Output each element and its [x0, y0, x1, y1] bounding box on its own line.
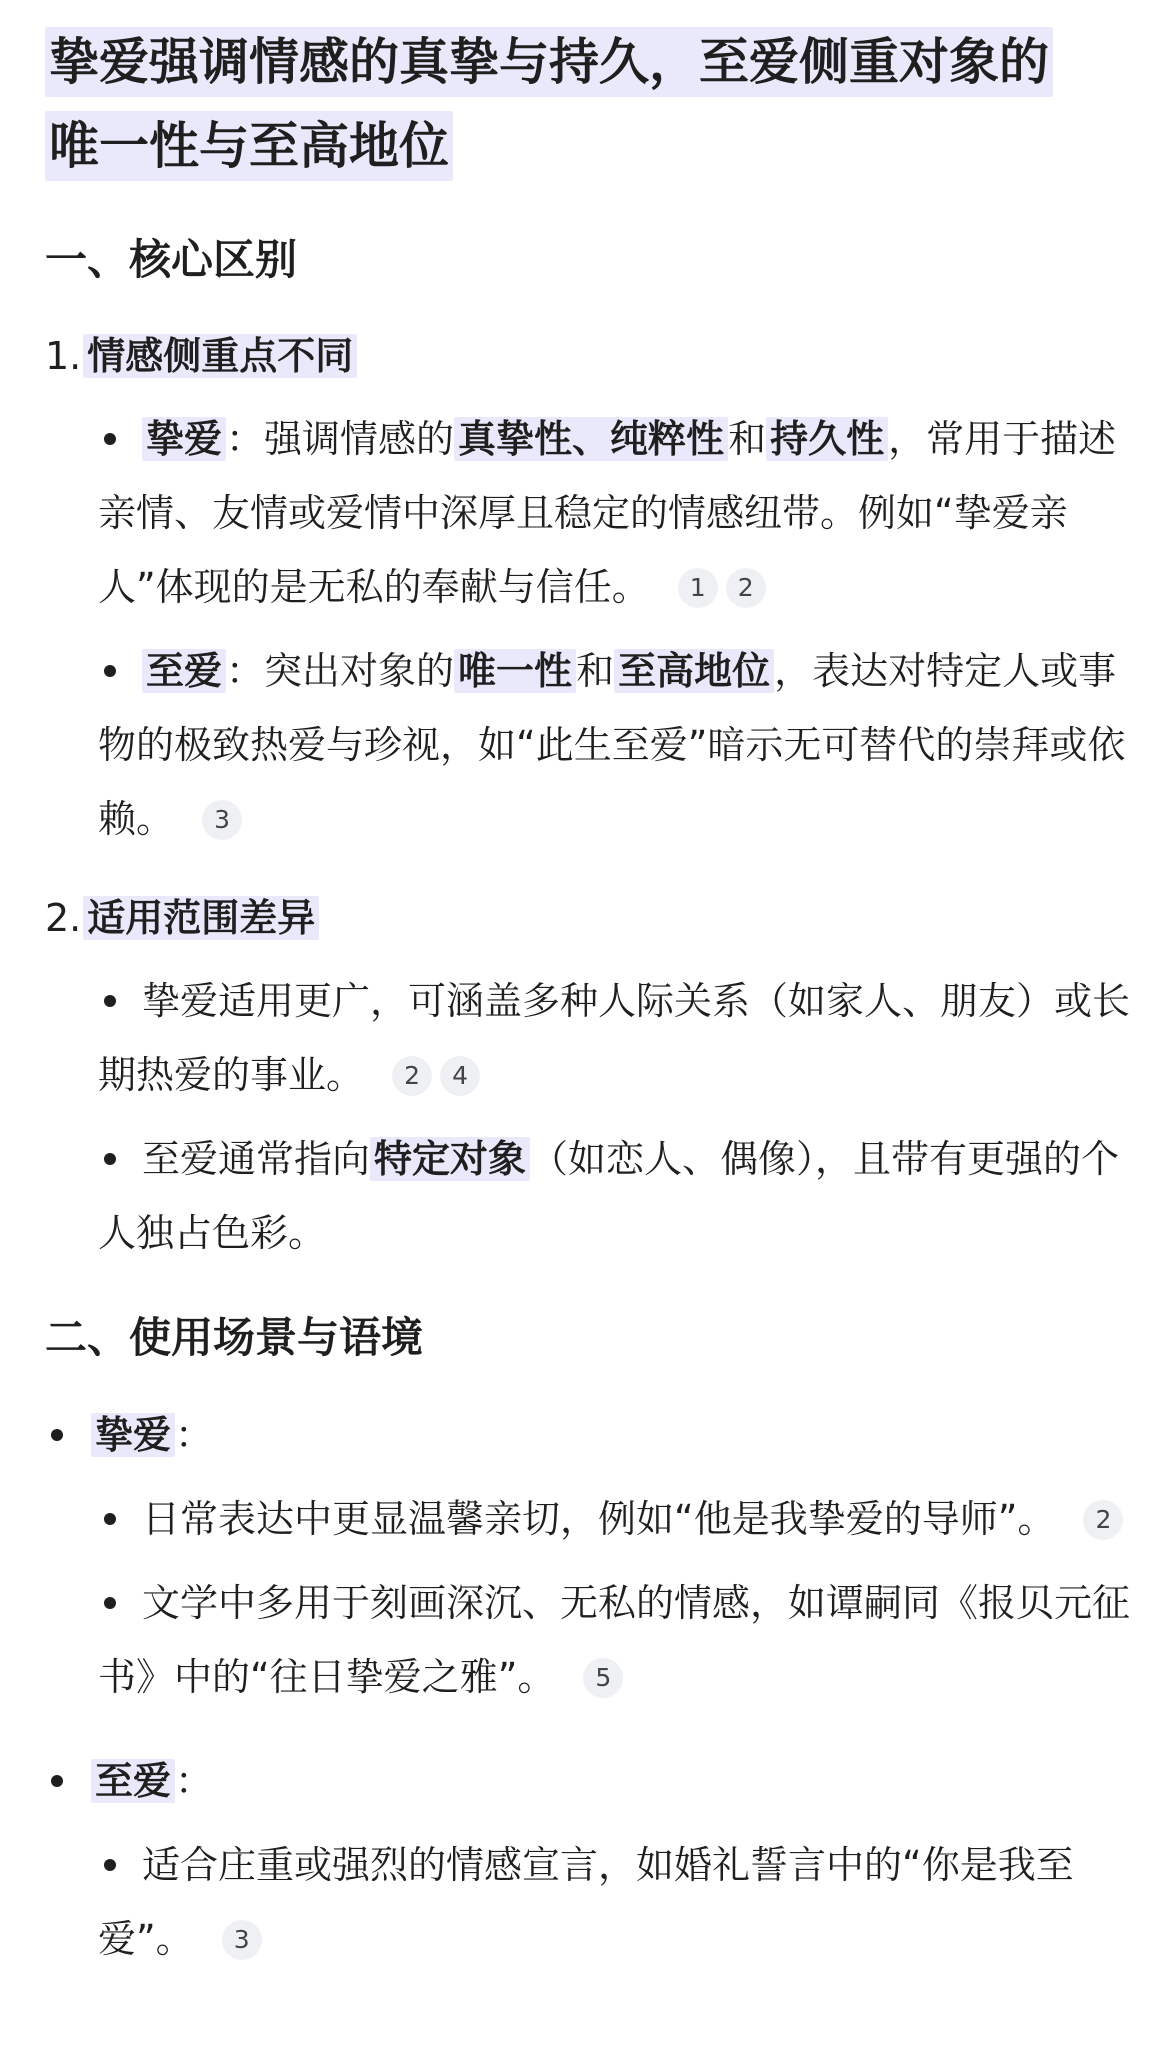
- text: 和: [728, 417, 767, 461]
- list-item: [45, 1122, 1135, 1270]
- term-zhiai: 挚爱: [91, 1413, 175, 1457]
- subheading-label: 情感侧重点不同: [83, 334, 357, 378]
- subheading-label: 适用范围差异: [83, 896, 319, 940]
- term-zhiai-supreme: 至爱: [142, 649, 226, 693]
- list-item: [45, 1482, 1135, 1556]
- highlight-text: 至高地位: [614, 649, 774, 693]
- bullet-dot: [104, 995, 116, 1007]
- text: 挚爱适用更广，可涵盖多种人际关系（如家人、朋友）或长期热爱的事业。: [98, 979, 1131, 1097]
- text: 日常表达中更显温馨亲切，例如“他是我挚爱的导师”。: [142, 1497, 1056, 1541]
- text: 文学中多用于刻画深沉、无私的情感，如谭嗣同《报贝元征书》中的“往日挚爱之雅”。: [98, 1581, 1131, 1699]
- bullet-dot: [51, 1775, 63, 1787]
- colon: ：: [175, 1759, 214, 1803]
- article: [45, 20, 1135, 1976]
- citation-badge[interactable]: 4: [440, 1056, 480, 1096]
- text: 强调情感的: [264, 417, 455, 461]
- list-item: [45, 1398, 1135, 1472]
- colon: ：: [226, 417, 265, 461]
- bullet-dot: [104, 1597, 116, 1609]
- section-heading-core-differences: 一、核心区别: [45, 235, 298, 284]
- colon: ：: [175, 1413, 214, 1457]
- citation-badge[interactable]: 2: [392, 1056, 432, 1096]
- text: ，常用于描述亲情、友情或爱情中深厚且稳定的情感纽带。例如“挚爱亲人”体现的是无私的奉献与信任。: [98, 417, 1117, 609]
- section-heading-usage-context: 二、使用场景与语境: [45, 1313, 424, 1362]
- text: 和: [576, 649, 615, 693]
- list-item: [45, 634, 1135, 856]
- list-number: 2.: [45, 896, 82, 940]
- title-line-2: 唯一性与至高地位: [45, 111, 453, 181]
- bullet-dot: [51, 1429, 63, 1441]
- list-item: [45, 1828, 1135, 1976]
- colon: ：: [226, 649, 265, 693]
- citation-badge[interactable]: 2: [726, 568, 766, 608]
- text: 突出对象的: [264, 649, 455, 693]
- citation-badge[interactable]: 3: [202, 800, 242, 840]
- text: 至爱通常指向: [142, 1137, 371, 1181]
- bullet-dot: [104, 433, 116, 445]
- list-item: [45, 402, 1135, 624]
- citation-badge[interactable]: 5: [583, 1658, 623, 1698]
- list-item: [45, 1566, 1135, 1714]
- bullet-dot: [104, 665, 116, 677]
- term-zhiai-supreme: 至爱: [91, 1759, 175, 1803]
- title-line-1: 挚爱强调情感的真挚与持久，至爱侧重对象的: [45, 27, 1053, 97]
- subheading-scope-difference: [45, 890, 1135, 946]
- text: （如恋人、偶像），且带有更强的个人独占色彩。: [98, 1137, 1120, 1255]
- highlight-text: 唯一性: [454, 649, 576, 693]
- citation-badge[interactable]: 3: [222, 1920, 262, 1960]
- text: 适合庄重或强烈的情感宣言，如婚礼誓言中的“你是我至爱”。: [98, 1843, 1074, 1961]
- text: ，表达对特定人或事物的极致热爱与珍视，如“此生至爱”暗示无可替代的崇拜或依赖。: [98, 649, 1126, 841]
- page-title: [45, 20, 1135, 188]
- subheading-emotional-focus: [45, 328, 1135, 384]
- citation-badge[interactable]: 2: [1083, 1500, 1123, 1540]
- list-number: 1.: [45, 334, 82, 378]
- bullet-dot: [104, 1153, 116, 1165]
- list-item: [45, 1744, 1135, 1818]
- highlight-text: 特定对象: [370, 1137, 530, 1181]
- bullet-dot: [104, 1859, 116, 1871]
- bullet-dot: [104, 1513, 116, 1525]
- term-zhiai: 挚爱: [142, 417, 226, 461]
- highlight-text: 真挚性、纯粹性: [454, 417, 728, 461]
- citation-badge[interactable]: 1: [678, 568, 718, 608]
- list-item: [45, 964, 1135, 1112]
- highlight-text: 持久性: [766, 417, 888, 461]
